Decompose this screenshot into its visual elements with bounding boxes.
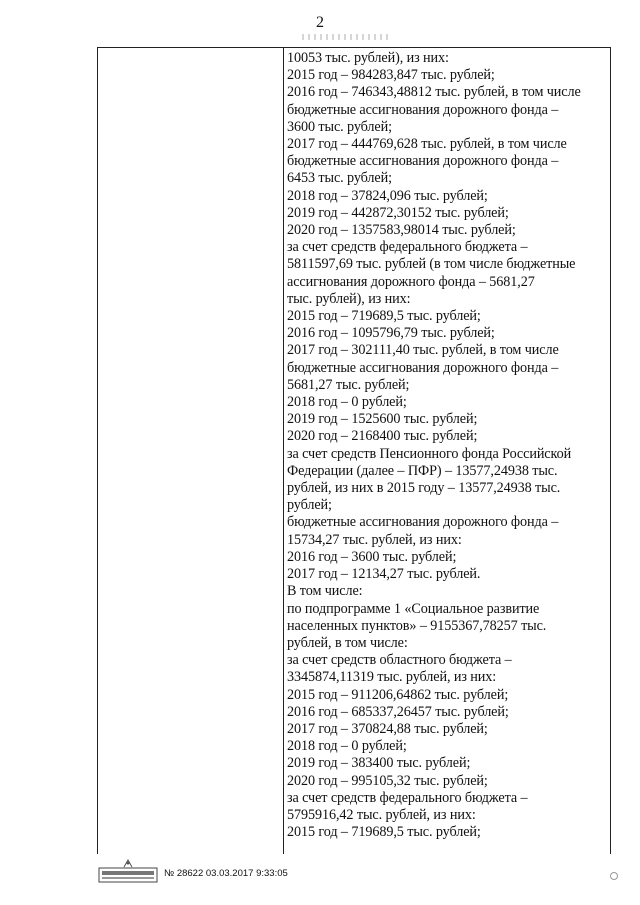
text-line: 2017 год – 370824,88 тыс. рублей; — [287, 720, 488, 737]
page-number: 2 — [316, 14, 324, 31]
text-line: 2019 год – 442872,30152 тыс. рублей; — [287, 204, 509, 221]
text-line: 2016 год – 3600 тыс. рублей; — [287, 548, 457, 565]
text-line: бюджетные ассигнования дорожного фонда – — [287, 359, 559, 376]
text-line: 3600 тыс. рублей; — [287, 118, 392, 135]
text-line: бюджетные ассигнования дорожного фонда – — [287, 153, 559, 170]
text-line: за счет средств федерального бюджета – — [287, 789, 528, 806]
text-line: 5681,27 тыс. рублей; — [287, 376, 410, 393]
footer-doc-number: № 28622 03.03.2017 9:33:05 — [164, 868, 288, 879]
emblem-stamp-icon — [98, 858, 158, 884]
document-table — [97, 47, 611, 854]
text-line: рублей; — [287, 497, 332, 514]
text-line: ассигнования дорожного фонда – 5681,27 — [287, 273, 535, 290]
text-line: 6453 тыс. рублей; — [287, 170, 392, 187]
text-line: бюджетные ассигнования дорожного фонда – — [287, 514, 559, 531]
corner-mark — [610, 872, 618, 880]
text-line: В том числе: — [287, 583, 363, 600]
text-line: за счет средств областного бюджета – — [287, 652, 512, 669]
text-line: 2019 год – 1525600 тыс. рублей; — [287, 411, 478, 428]
text-line: 2015 год – 911206,64862 тыс. рублей; — [287, 686, 509, 703]
text-line: по подпрограмме 1 «Социальное развитие — [287, 600, 540, 617]
text-line: тыс. рублей), из них: — [287, 290, 411, 307]
text-line: бюджетные ассигнования дорожного фонда – — [287, 101, 559, 118]
text-line: 2019 год – 383400 тыс. рублей; — [287, 755, 471, 772]
text-line: Федерации (далее – ПФР) – 13577,24938 тыс. — [287, 462, 558, 479]
text-line: 2017 год – 12134,27 тыс. рублей. — [287, 566, 481, 583]
text-line: за счет средств федерального бюджета – — [287, 239, 528, 256]
text-line: рублей, из них в 2015 году – 13577,24938 тыс. — [287, 480, 561, 497]
text-line: 2015 год – 719689,5 тыс. рублей; — [287, 824, 481, 841]
text-line: 5795916,42 тыс. рублей, из них: — [287, 806, 476, 823]
text-line: населенных пунктов» – 9155367,78257 тыс. — [287, 617, 547, 634]
text-line: 2015 год – 984283,847 тыс. рублей; — [287, 67, 495, 84]
text-line: 15734,27 тыс. рублей, из них: — [287, 531, 462, 548]
text-line: 2018 год – 0 рублей; — [287, 394, 407, 411]
text-line: рублей, в том числе: — [287, 634, 408, 651]
text-line: 2016 год – 685337,26457 тыс. рублей; — [287, 703, 509, 720]
text-line: 2017 год – 302111,40 тыс. рублей, в том числе — [287, 342, 559, 359]
text-line: 2020 год – 995105,32 тыс. рублей; — [287, 772, 488, 789]
text-line: 2018 год – 0 рублей; — [287, 738, 407, 755]
text-line: 2015 год – 719689,5 тыс. рублей; — [287, 308, 481, 325]
table-right-column — [287, 50, 607, 841]
text-line: 2016 год – 1095796,79 тыс. рублей; — [287, 325, 495, 342]
scan-smudge — [302, 34, 392, 40]
text-line: 2016 год – 746343,48812 тыс. рублей, в том числе — [287, 84, 581, 101]
text-line: 3345874,11319 тыс. рублей, из них: — [287, 669, 497, 686]
text-line: 2018 год – 37824,096 тыс. рублей; — [287, 187, 488, 204]
document-footer — [98, 866, 418, 886]
text-line: 10053 тыс. рублей), из них: — [287, 50, 449, 66]
text-line: 2020 год – 1357583,98014 тыс. рублей; — [287, 222, 516, 239]
text-line: 5811597,69 тыс. рублей (в том числе бюджетные — [287, 256, 576, 273]
text-line: 2017 год – 444769,628 тыс. рублей, в том числе — [287, 136, 567, 153]
text-line: 2020 год – 2168400 тыс. рублей; — [287, 428, 478, 445]
text-line: за счет средств Пенсионного фонда Российской — [287, 445, 572, 462]
table-left-column — [98, 48, 284, 854]
